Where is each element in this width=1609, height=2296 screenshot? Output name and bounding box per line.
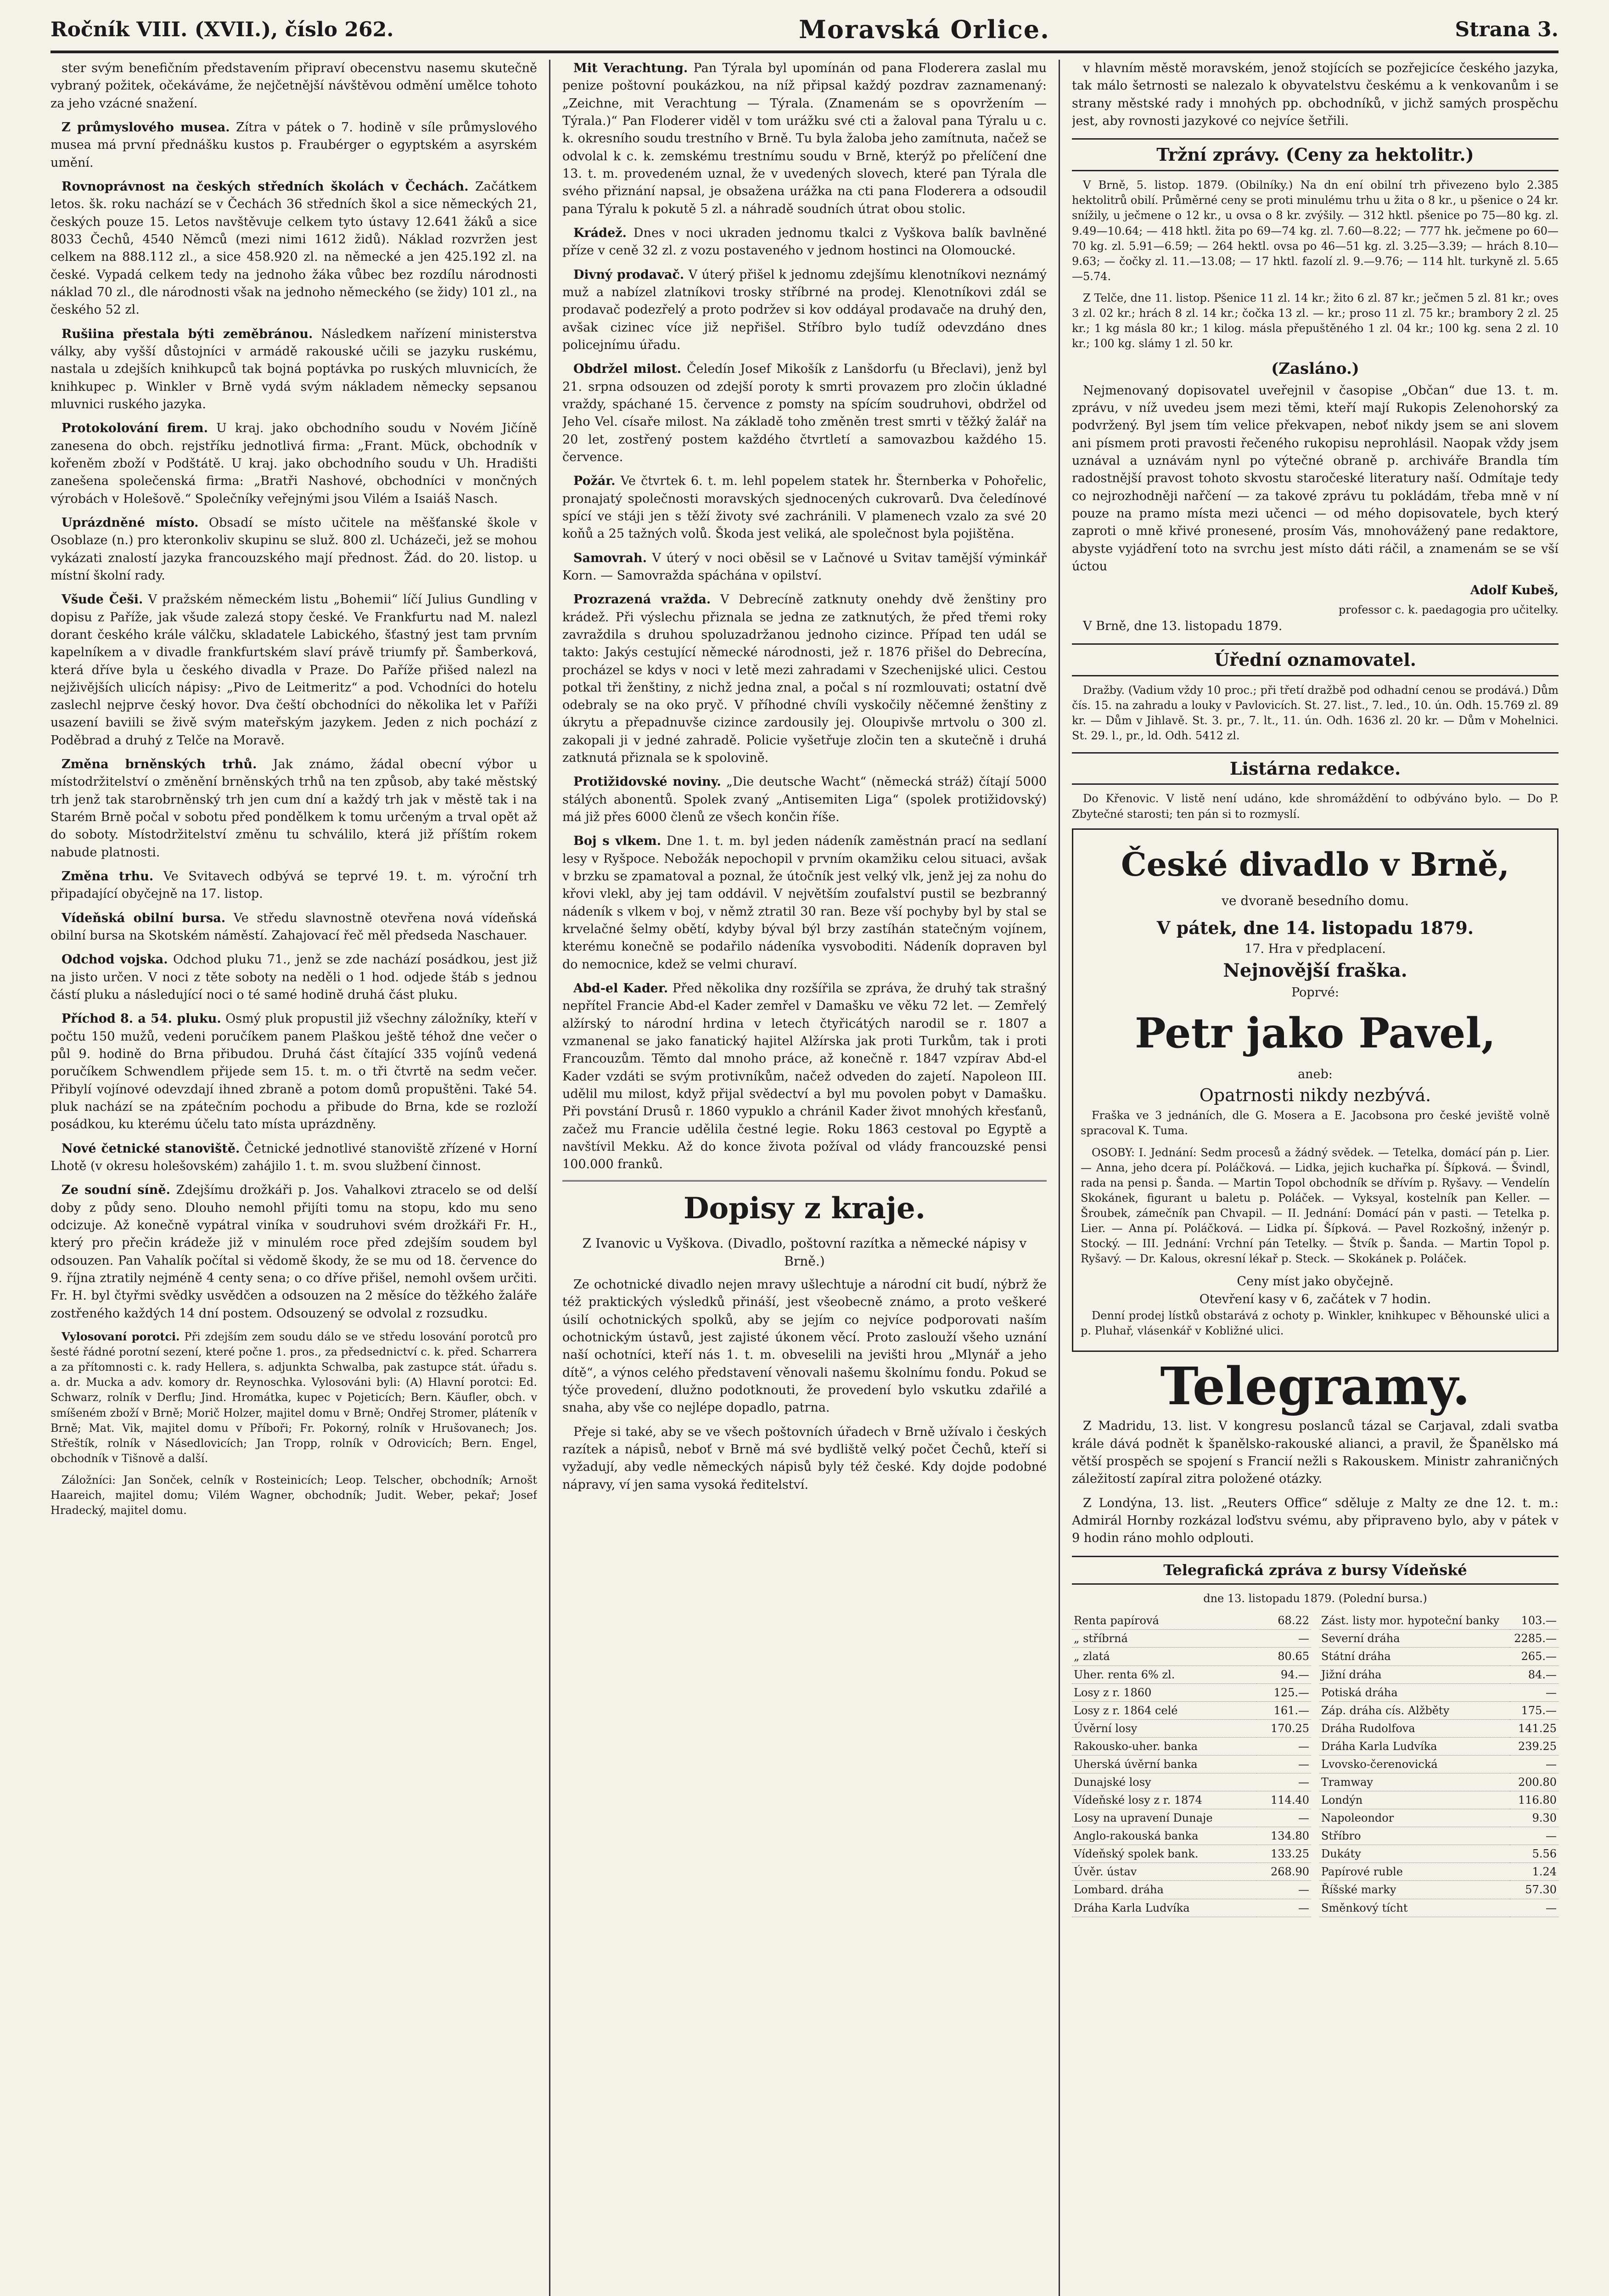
security-name: Státní dráha <box>1319 1648 1510 1666</box>
article-title: Vylosovaní porotci. <box>62 1329 180 1343</box>
security-price: 125.— <box>1256 1683 1311 1701</box>
table-row <box>1072 1719 1311 1737</box>
article: Boj s vlkem. Dne 1. t. m. byl jeden nádeník zaměstnán prací na sedlaní lesy v Ryšpoce. Nebožák nepochopil v prvním okamžiku celou situaci, avšak v brzku se zpamatoval a poznal, že útočník jest velký vlk, jenž jej za nohu do křovi vlekl, aby jej tam oddávil. V největším zoufalství pustil se bezbranný nádeník s vlkem v boj, v němž ztratil 30 ran. Beze vší pochyby byl by stal se krvelačné šelmy obětí, kdyby býval býl brzy zastíhán statečným vojínem, kterému konečně se podařilo nádeníka vysvoboditi. Nádeník dopraven byl do nemocnice, kdež se velmi churaví. <box>562 834 1047 972</box>
article-title: Z průmyslového musea. <box>62 120 230 135</box>
security-name: Losy z r. 1864 celé <box>1072 1701 1256 1719</box>
play-info: Fraška ve 3 jednáních, dle G. Mosera a E. Jacobsona pro české jeviště volně spracoval K. Tuma. <box>1081 1109 1550 1137</box>
security-name: Dukáty <box>1319 1845 1510 1863</box>
article-paragraph: ster svým benefičním představením připraví obecenstvu nasemu skutečně vybraný požitek, očekáváme, že nejčetnější návštěvou odmění umělce tohoto za jeho vzácné snažení. <box>50 61 537 111</box>
article-title: Prozrazená vražda. <box>573 592 711 607</box>
theatre-advertisement <box>1072 828 1559 1352</box>
security-price: — <box>1510 1899 1559 1917</box>
section-heading: Tržní zprávy. (Ceny za hektolitr.) <box>1072 138 1559 171</box>
article-title: Rušiina přestala býti zeměbránou. <box>62 326 313 341</box>
security-price: — <box>1510 1683 1559 1701</box>
security-name: „ stříbrná <box>1072 1630 1256 1648</box>
ad-kind-note: Poprvé: <box>1291 985 1339 1000</box>
table-row <box>1319 1648 1559 1666</box>
security-name: Tramway <box>1319 1773 1510 1791</box>
article-title: Boj s vlkem. <box>573 834 662 849</box>
article: Nové četnické stanoviště. Četnické jednotlivé stanoviště zřízené v Horní Lhotě (v okresu holešovském) zahájilo 1. t. m. svou službení činnost. <box>50 1141 537 1174</box>
security-name: Záp. dráha cís. Alžběty <box>1319 1701 1510 1719</box>
table-row <box>1072 1863 1311 1881</box>
dateline: V Brně, dne 13. listopadu 1879. <box>1083 619 1283 633</box>
security-price: 265.— <box>1510 1648 1559 1666</box>
security-price: 94.— <box>1256 1666 1311 1683</box>
table-row <box>1319 1773 1559 1791</box>
table-row <box>1072 1881 1311 1899</box>
security-name: Zást. listy mor. hypoteční banky <box>1319 1612 1510 1630</box>
table-row <box>1072 1612 1311 1630</box>
article: Krádež. Dnes v noci ukraden jednomu tkalci z Vyškova balík bavlněné příze v ceně 32 zl. z vozu postaveného v jednom hostinci na Olomoucké. <box>562 225 1047 258</box>
security-name: „ zlatá <box>1072 1648 1256 1666</box>
security-price: 170.25 <box>1256 1719 1311 1737</box>
table-row <box>1319 1683 1559 1701</box>
table-row <box>1072 1630 1311 1648</box>
article: Abd-el Kader. Před několika dny rozšířila se zpráva, že druhý tak strašný nepřítel Francie Abd-el Kader zemřel v Damašku ve věku 72 let. — Zemřelý alžírský to národní hrdina v letech čtyřicátých narodil se r. 1807 a vzmanenal se jako fanatický hajitel Alžírska jak proti Turkům, tak i proti Francouzům. Těmto dal mnoho práce, až konečně r. 1847 vzpírav Abd-el Kader vzdáti se svým protivníkům, načež odveden do zajetí. Napoleon III. udělil mu milost, když přijal svědectví a byl mu povolen pobyt v Damašku. Při povstání Drusů r. 1860 vypuklo a chránil Kader život mnohých křesťanů, začež mu Francie udělila čestné legie. Roku 1863 cestoval po Egyptě a navštívil Mekku. Až do konce života požíval od vlády francouzské pensi 100.000 franků. <box>562 981 1047 1172</box>
table-row <box>1319 1612 1559 1630</box>
table-row <box>1072 1773 1311 1791</box>
security-price: 84.— <box>1510 1666 1559 1683</box>
security-price: 9.30 <box>1510 1809 1559 1827</box>
security-price: 268.90 <box>1256 1863 1311 1881</box>
ticket-prices: Ceny míst jako obyčejně. <box>1237 1274 1394 1289</box>
security-name: Londýn <box>1319 1791 1510 1809</box>
security-price: 175.— <box>1510 1701 1559 1719</box>
security-name: Jižní dráha <box>1319 1666 1510 1683</box>
security-price: 134.80 <box>1256 1827 1311 1845</box>
section-divider <box>562 1180 1047 1182</box>
table-row <box>1319 1881 1559 1899</box>
security-price: — <box>1256 1881 1311 1899</box>
security-price: 103.— <box>1510 1612 1559 1630</box>
article-title: Krádež. <box>573 225 627 240</box>
table-row <box>1072 1666 1311 1683</box>
article: Příchod 8. a 54. pluku. Osmý pluk propustil již všechny záložníky, kteří v počtu 150 mužů, vedeni poručíkem panem Plaškou ještě téhož dne večer o půl 9. hodině do Brna přibudou. Druhá část čítající 335 vojínů vedená poručíkem Schwendlem přijede sem 15. t. m. o tři čtvrtě na sedm večer. Přibylí vojínové odevzdají ihned zbraně a potom domů propuštěni. Také 54. pluk nachází se na zpátečním pochodu a přibude do Brna, kde se rozloží posádkou, ku kterému účelu tato místa uprázdněny. <box>50 1012 537 1132</box>
article-paragraph: Ze ochotnické divadlo nejen mravy ušlechtuje a národní cit budí, nýbrž že též praktických výsledků přináší, jest všeobecně známo, a proto veškeré úsilí ochotnických spolků, aby se jejím co nejvíce podporovati naším ochotnickým ústavů, jest zajisté úkonem věcí. Proto zaslouží všeho uznání naší ochotníci, kteří nás 1. t. m. obveselili na jevišti hrou „Mlynář a jeho dítě“, a výnos celého představení věnovali našemu školnímu fondu. Pokud se týče provedení, dlužno podotknouti, že provedení bylo vskutku zdařilé a snaha, aby vše co nejlépe dopadlo, patrna. <box>562 1277 1047 1415</box>
issue-label: Ročník VIII. (XVII.), číslo 262. <box>50 17 394 41</box>
section-heading: Listárna redakce. <box>1072 752 1559 785</box>
security-name: Dráha Rudolfova <box>1319 1719 1510 1737</box>
article-title: Rovnoprávnost na českých středních školách v Čechách. <box>62 179 469 194</box>
article: Ze soudní síně. Zdejšímu drožkáři p. Jos. Vahalkovi ztracelo se od delší doby z půdy seno. Dlouho nemohl přijíti tomu na stopu, kdo mu seno odcizuje. Až konečně vypátral viníka v soudruhovi svém drožkáři Fr. H., který pro přečin krádeže již v minulém roce před zdejším soudem byl odsouzen. Pan Vahalík počítal si vědomě škody, že se mu od 18. července do 9. října ztratily nejméně 4 centy sena; o co dříve přišel, nemohl ovšem určiti. Fr. H. byl čtyřmi svědky usvědčen a odsouzen na 2 měsíce do těžkého žaláře zostřeného každých 14 dní postem. Odsouzený se odvolal z rozsudku. <box>50 1183 537 1321</box>
article: Odchod vojska. Odchod pluku 71., jenž se zde nachází posádkou, jest již na jisto určen. V noci z těte soboty na neděli o 1 hod. odjede štáb s jednou částí pluku a následující noci o té samé hodině druhá část pluku. <box>50 952 537 1002</box>
security-price: 239.25 <box>1510 1737 1559 1755</box>
table-row <box>1319 1845 1559 1863</box>
market-report: Z Telče, dne 11. listop. Pšenice 11 zl. 14 kr.; žito 6 zl. 87 kr.; ječmen 5 zl. 81 kr.; oves 3 zl. 02 kr.; hrách 8 zl. 14 kr.; čočka 13 zl. — kr.; proso 11 zl. 75 kr.; brambory 2 zl. 25 kr.; 1 kg másla 80 kr.; 1 kilog. másla přepuštěného 1 zl. 04 kr.; 100 kg. sena 2 zl. 10 kr.; 100 kg. slámy 1 zl. 50 kr. <box>1072 292 1559 350</box>
article: Mit Verachtung. Pan Týrala byl upomínán od pana Floderera zaslal mu penize poštovní poukázkou, na níž připsal každý pozdrav zaznamenaný: „Zeichne, mit Verachtung — Týrala. (Znamenám se s opovržením — Týrala.)“ Pan Floderer viděl v tom urážku své cti a žaloval pana Týralu u c. k. okresního soudu trestního v Brně. Tu byla žaloba jeho zamítnuta, načež se odvolal k c. k. zemskému trestnímu soudu v Brně, kterýž po přelíčení dne 13. t. m. provedeném uznal, že v uvedených slovech, které pan Týrala dle svého přiznání napsal, je obsažena urážka na cti pana Floderera a odsoudil pana Týralu k pokutě 5 zl. a náhradě soudních útrat obou stolic. <box>562 61 1047 216</box>
article-title: Změna trhu. <box>62 869 154 884</box>
article-paragraph: Nejmenovaný dopisovatel uveřejnil v časopise „Občan“ due 13. t. m. zprávu, v níž uvedeu jsem mezi těmi, kteří mají Rukopis Zelenohorský za podvržený. Byl jsem tím velice překvapen, neboť nikdy jsem se ani slovem ani písmem proti pravosti řečeného rukopisu neprohlásil. Naopak vždy jsem uznával a uznávám nynl po výtečné obraně p. archiváře Brandla tím radostnější pravost tohoto skvostu staročeské literatury naší. Odmítaje tedy co nejrozhodněji nařčení — za takové zprávu tu pokládám, třeba mně v ní pouze na pramo místa mezi učenci — od mého dopisovatele, bych který zaproti o mně křivé pronesené, prosím Vás, mnohovážený pane redaktore, abyste vyjádření toto na svrchu jest místo dáti ráčil, a znamenám se se vší úctou <box>1072 383 1559 574</box>
stock-table-right <box>1319 1612 1559 1917</box>
security-name: Anglo-rakouská banka <box>1072 1827 1256 1845</box>
ad-date: V pátek, dne 14. listopadu 1879. <box>1156 917 1474 938</box>
security-name: Stříbro <box>1319 1827 1510 1845</box>
security-price: — <box>1510 1827 1559 1845</box>
security-name: Renta papírová <box>1072 1612 1256 1630</box>
article-title: Divný prodavač. <box>573 267 684 282</box>
article-title: Uprázdněné místo. <box>62 515 199 530</box>
security-price: 114.40 <box>1256 1791 1311 1809</box>
article-title: Abd-el Kader. <box>573 981 668 996</box>
article-title: Všude Češi. <box>62 592 143 607</box>
notice: Dražby. (Vadium vždy 10 proc.; při třetí dražbě pod odhadní cenou se prodává.) Dům čís. 15. na zahradu a louky v Pavlovicích. St. 27. list., 7. led., 10. ún. Odh. 15.769 zl. 89 kr. — Dům v Jihlavě. St. 3. pr., 7. lt., 11. ún. Odh. 1636 zl. 20 kr. — Dům v Mohelnici. St. 29. l., pr., ld. Odh. 5412 zl. <box>1072 684 1559 743</box>
article: Uprázdněné místo. Obsadí se místo učitele na měšťanské škole v Osoblaze (n.) pro kteronkoliv skupinu se služ. 800 zl. Ucházeči, jež se mohou vykázati znalostí jazyka francouzského mají přednost. Žád. do 20. listop. u místní školní rady. <box>50 515 537 583</box>
table-row <box>1319 1719 1559 1737</box>
table-row <box>1072 1683 1311 1701</box>
newspaper-title: Moravská Orlice. <box>799 15 1050 44</box>
security-price: 57.30 <box>1510 1881 1559 1899</box>
table-row <box>1072 1809 1311 1827</box>
article-title: Ze soudní síně. <box>62 1183 171 1198</box>
section-subheading: dne 13. listopadu 1879. (Polední bursa.) <box>1203 1592 1427 1605</box>
ad-line: 17. Hra v předplacení. <box>1245 941 1386 956</box>
article: Všude Češi. V pražském německém listu „Bohemii“ líčí Julius Gundling v dopisu z Paříže, jak všude zalezá stopy české. Ve Frankfurtu nad M. nalezl dorant českého krále válčku, skladatele Labického, šťastný jest tam prvním kapelníkem a v divadle frankfurtském slaví právě triumfy př. Šamberková, která dříve byla u českého divadla v Praze. Do Paříže přišed nalezl na nejživějších ulicích nápisy: „Pivo de Leitmeritz“ a pod. Vchodníci do hotelu zaslechl nejprve český hovor. Dva čeští obchodníci do několika let v Paříži usazení baviili se živě svým mateřským jazykem. Jeden z nich pochází z Poděbrad a druhý z Telče na Moravě. <box>50 592 537 748</box>
article: Rovnoprávnost na českých středních školách v Čechách. Začátkem letos. šk. roku nachází se v Čechách 36 středních škol a sice německých 21, českých pouze 15. Letos navštěvuje celkem tyto ústavy 12.641 žáků a sice 8033 Čechů, 4540 Němců (mezi nimi 1612 židů). Náklad rozvržen jest celkem na 888.112 zl., a sice 458.920 zl. na německé a jen 425.192 zl. na české. Vypadá celkem tedy na jednoho žáka vůbec bez rozdílu národnosti náklad 70 zl., dle národnosti však na jednoho německého (se židy) 101 zl., na českého 52 zl. <box>50 179 537 317</box>
security-price: 80.65 <box>1256 1648 1311 1666</box>
article: Samovrah. V úterý v noci oběsil se v Lačnové u Svitav tamější výminkář Korn. — Samovražda spáchána v opilství. <box>562 551 1047 583</box>
column-divider <box>1059 60 1060 2296</box>
security-name: Rakousko-uher. banka <box>1072 1737 1256 1755</box>
stock-tables <box>1072 1612 1559 1917</box>
security-price: 5.56 <box>1510 1845 1559 1863</box>
article-title: Samovrah. <box>573 551 647 565</box>
security-name: Uher. renta 6% zl. <box>1072 1666 1256 1683</box>
article: Změna trhu. Ve Svitavech odbývá se teprvé 19. t. m. výroční trh připadající obyčejně na 17. listop. <box>50 869 537 901</box>
article: Divný prodavač. V úterý přišel k jednomu zdejšímu klenotníkovi neznámý muž a nabízel zlatníkovi trosky stříbrné na prodej. Klenotníkovi zdál se prodavač podezřelý a proto podržev si kov oddáyal prodavače na druhý den, avšak cizinec více již nepřišel. Stříbro bylo tudíž odevzdáno dnes policejnímu úřadu. <box>562 267 1047 352</box>
security-price: 116.80 <box>1510 1791 1559 1809</box>
column-1 <box>50 60 537 2296</box>
article: Z průmyslového musea. Zítra v pátek o 7. hodině v síle průmyslového musea má první přednášku kustos p. Fraubérger o egyptském a asyrském umění. <box>50 120 537 170</box>
table-row <box>1319 1737 1559 1755</box>
security-name: Dráha Karla Ludvíka <box>1319 1737 1510 1755</box>
security-price: 2285.— <box>1510 1630 1559 1648</box>
security-name: Úvěr. ústav <box>1072 1863 1256 1881</box>
security-name: Losy na upravení Dunaje <box>1072 1809 1256 1827</box>
article-title: Vídeňská obilní bursa. <box>62 911 226 925</box>
security-name: Papírové ruble <box>1319 1863 1510 1881</box>
article-title: Změna brněnských trhů. <box>62 757 257 772</box>
table-row <box>1072 1845 1311 1863</box>
play-cast: OSOBY: I. Jednání: Sedm procesů a žádný svědek. — Tetelka, domácí pán p. Lier. — Anna, jeho dcera pí. Poláčková. — Lidka, jejich kuchařka pí. Šípková. — Švindl, rada na pensi p. Šanda. — Martin Topol obchodník se dřívím p. Ryšavy. — Vendelín Skokánek, figurant u baletu p. Poláček. — Vyksyal, kostelník pan Keller. — Šroubek, zámečník pan Chvapil. — II. Jednání: Domácí pán v pasti. — Tetelka p. Lier. — Anna pí. Poláčková. — Lidka pí. Šípková. — Pavel Rozkošný, inženýr p. Stocký. — III. Jednání: Vrchní pán Tetelky. — Štvík p. Šanda. — Martin Topol p. Ryšavý. — Dr. Kalous, okresní lékař p. Steck. — Skokánek p. Poláček. <box>1081 1146 1550 1266</box>
article-paragraph: v hlavním městě moravském, jenož stojících se pozřejicíce českého jazyka, tak málo šetrnosti se nalezalo k obyvatelstvu českému a k venkovanům i se strany městské rady i mnohých pp. obchodníků, v jichž samých prospěchu jest, aby rovnosti jazykové co nejvíce šetřili. <box>1072 61 1559 128</box>
article-title: Příchod 8. a 54. pluku. <box>62 1012 221 1026</box>
signature-title: professor c. k. paedagogia pro učitelky. <box>1339 603 1559 616</box>
play-subtitle: Opatrnosti nikdy nezbývá. <box>1199 1085 1431 1106</box>
article-paragraph: Přeje si také, aby se ve všech poštovních úřadech v Brně užívalo i českých razítek a nápisů, neboť v Brně má své bydliště velký počet Čechů, kteří si vyžadují, aby vedle německých nápisů byly též české. Kdy dojde podobné nápravy, ví jen sama vysoká ředitelství. <box>562 1424 1047 1492</box>
play-title: Petr jako Pavel, <box>1134 1009 1496 1058</box>
table-row <box>1319 1701 1559 1719</box>
table-row <box>1072 1827 1311 1845</box>
signature-name: Adolf Kubeš, <box>1470 583 1559 598</box>
table-row <box>1072 1737 1311 1755</box>
security-price: 141.25 <box>1510 1719 1559 1737</box>
security-price: 161.— <box>1256 1701 1311 1719</box>
article: Rušiina přestala býti zeměbránou. Následkem nařízení ministerstva války, aby vyšší důstojníci v armádě rakouské učili se jazyku ruskému, nastala u zdejších knihkupců tak bojná poptávka po ruských mluvnicích, že knihkupec p. Winkler v Brně vydá svým nákladem německy sepsanou mluvnici ruského jazyka. <box>50 326 537 411</box>
article: Obdržel milost. Čeledín Josef Mikošík z Lanšdorfu (u Břeclavi), jenž byl 21. srpna odsouzen od zdejší poroty k smrti provazem pro zločin úkladné vraždy, spáchané 15. července z pomsty na spícím soudruhovi, obdržel od Jeho Vel. císaře milost. Na základě toho změněn trest smrti v těžký žalář na 20 let, zostřený postem každého čtvrtletí a samovazbou každého 15. července. <box>562 362 1047 464</box>
table-row <box>1319 1809 1559 1827</box>
table-row <box>1319 1755 1559 1773</box>
table-row <box>1319 1899 1559 1917</box>
security-name: Lvovsko-čerenovická <box>1319 1755 1510 1773</box>
security-price: 1.24 <box>1510 1863 1559 1881</box>
security-name: Losy z r. 1860 <box>1072 1683 1256 1701</box>
security-name: Úvěrní losy <box>1072 1719 1256 1737</box>
table-row <box>1319 1666 1559 1683</box>
column-2 <box>562 60 1047 2296</box>
telegram: Z Madridu, 13. list. V kongresu poslanců tázal se Carjaval, zdali svatba krále dává podnět k španělsko-rakouské alianci, a pravil, že Španělsko má větší prospěch se spojení s Francií nežli s Rakouskem. Ministr zahraničných záležitostí zapíral zitra položené otázky. <box>1072 1419 1559 1486</box>
security-name: Dráha Karla Ludvíka <box>1072 1899 1256 1917</box>
security-price: — <box>1256 1809 1311 1827</box>
column-divider <box>549 60 550 2296</box>
security-price: — <box>1256 1737 1311 1755</box>
security-price: 68.22 <box>1256 1612 1311 1630</box>
article: Změna brněnských trhů. Jak známo, žádal obecní výbor u místodržitelství o změnění brněnských trhů na ten způsob, aby také městský trh jenž tak starobrněnský trh jen cum dní a každý trh jak v městě tak i na Starém Brně počal v sobotu před pondělkem k tomu určeným a trval opět až do soboty. Místodržitelství změnu tu schválilo, která již příštím rokem nabude platnosti. <box>50 757 537 860</box>
article-title: Odchod vojska. <box>62 952 168 967</box>
table-row <box>1319 1791 1559 1809</box>
table-row <box>1319 1630 1559 1648</box>
box-office: Otevření kasy v 6, začátek v 7 hodin. <box>1199 1292 1431 1306</box>
security-price: — <box>1510 1755 1559 1773</box>
article-title: Požár. <box>573 474 616 489</box>
security-name: Lombard. dráha <box>1072 1881 1256 1899</box>
play-aneb: aneb: <box>1298 1067 1333 1082</box>
security-price: — <box>1256 1899 1311 1917</box>
security-name: Říšské marky <box>1319 1881 1510 1899</box>
notice: Do Křenovic. V listě není udáno, kde shromáždění to odbýváno bylo. — Do P. Zbytečné starosti; ten pán si to rozmyslí. <box>1072 792 1559 821</box>
table-row <box>1319 1863 1559 1881</box>
security-name: Dunajské losy <box>1072 1773 1256 1791</box>
article: Protokolování firem. U kraj. jako obchodního soudu v Novém Jičíně zanesena do obch. rejstříku jednotlivá firma: „Frant. Mück, obchodník v kořeněm zboží v Podštátě. U kraj. jako obchodního soudu v Uh. Hradišti zanešena společenská firma: „Bratři Nashové, obchodníci v mončných výrobách v Holešově.“ Společníky veřejnými jsou Vilém a Isaiáš Nasch. <box>50 421 537 506</box>
article: Vylosovaní porotci. Při zdejším zem soudu dálo se ve středu losování porotců pro šesté řádné porotní sezení, které počne 1. pros., za předsednictví c. k. před. Scharrera a za přítomnosti c. k. rady Hellera, s. adjunkta Schwalba, pak zastupce stát. úřadu s. a. dr. Muckа a adv. komory dr. Reynoschka. Vylosováni byli: (A) Hlavní porotci: Ed. Schwarz, rolník v Derflu; Jind. Hromátka, kupec v Pojeticích; Bern. Käufler, obch. v smíšeném zboží v Brně; Morič Holzer, majitel domu v Brně; Ondřej Stromer, pláteník v Brně; Mat. Vik, majitel domu v Příboři; Fr. Pokorný, rolník v Hrušovanech; Jos. Střeštík, rolník v Násedlovicích; Jan Tropp, rolník v Odrovicích; Bern. Engel, obchodník v Tišnově a další. <box>50 1329 537 1465</box>
security-name: Směnkový tícht <box>1319 1899 1510 1917</box>
article-title: Mit Verachtung. <box>573 61 688 75</box>
section-subheading: Z Ivanovic u Vyškova. (Divadlo, poštovní razítka a německé nápisy v Brně.) <box>582 1235 1027 1269</box>
security-price: — <box>1256 1630 1311 1648</box>
security-name: Vídeňské losy z r. 1874 <box>1072 1791 1256 1809</box>
article-title: Nové četnické stanoviště. <box>62 1141 240 1156</box>
section-heading: Telegramy. <box>1160 1356 1470 1417</box>
telegram: Z Londýna, 13. list. „Reuters Office“ sděluje z Malty ze dne 12. t. m.: Admirál Hornby rozkázal loďstvu svému, aby připraveno bylo, aby v pátek v 9 hodin ráno mohlo odplouti. <box>1072 1496 1559 1546</box>
article: Požár. Ve čtvrtek 6. t. m. lehl popelem statek hr. Šternberka v Pohořelic, pronajatý společnosti moravských sjednocených cukrovarů. Dva čeledínové spící ve stáji jen s těží životy své zachránili. V plamenech vzalo za své 20 koňů a 25 tažných volů. Škoda jest veliká, ale společnost byla pojištěna. <box>562 474 1047 541</box>
market-report: V Brně, 5. listop. 1879. (Obilníky.) Na dn ení obilní trh přivezeno bylo 2.385 hektolitrů obilí. Průměrné ceny se proti minulému trhu u žita o 8 kr., u pšenice o 24 kr. snížily, u ječmene o 12 kr., u ovsa o 8 kr. zvýšily. — 312 hktl. pšenice po 75—80 kg. zl. 9.49—10.64; — 418 hktl. žita po 69—74 kg. zl. 7.60—8.22; — 777 hk. ječmene po 60—70 kg. zl. 5.91—6.59; — 264 hektl. ovsa po 46—51 kg. zl. 3.25—3.39; — hrách 8.10—9.63; — čočky zl. 11.—13.08; — 17 hktl. fazolí zl. 9.—9.76; — 114 hlt. turkyně zl. 5.65—5.74. <box>1072 179 1559 283</box>
table-row <box>1072 1755 1311 1773</box>
table-row <box>1072 1899 1311 1917</box>
stock-table-left <box>1072 1612 1311 1917</box>
ad-kind: Nejnovější fraška. <box>1223 960 1407 982</box>
article: Prozrazená vražda. V Debrecíně zatknuty onehdy dvě ženštiny pro krádež. Při výslechu přiznala se jedna ze zatknutých, že před třemi roky zavraždila s druhou spoluzadržanou jednoho cizince. Případ ten udál se takto: Jakýs cestující německé národnosti, jež r. 1876 přišel do Debrecína, procházel se kdys v noci v letě mezi zahradami v Szechenijské ulici. Cestou potkal tři ženštiny, z nichž jedna znal, a počal s ní rozmlouvati; ostatní dvě odebraly se na oko pryč. V příhodné chvíli vyskočily něčemné ženštiny z úkrytu a přepadnuvše cizince zardousily jej. Oloupivše mrtvolu o 300 zl. zakopali ji v jedné zahradě. Policie vyšetřuje zločin ten a skutečně i druhá zatknutá přiznala se k spolovině. <box>562 592 1047 765</box>
column-3 <box>1072 60 1559 2296</box>
security-name: Vídeňský spolek bank. <box>1072 1845 1256 1863</box>
article-title: Obdržel milost. <box>573 362 682 377</box>
table-row <box>1319 1827 1559 1845</box>
security-name: Napoleondor <box>1319 1809 1510 1827</box>
security-name: Severní dráha <box>1319 1630 1510 1648</box>
article-paragraph: Záložníci: Jan Sonček, celník v Rosteinicích; Leop. Telscher, obchodník; Arnošt Haareich, majitel domu; Vilém Wagner, obchodník; Judit. Weber, pekař; Josef Hradecký, majitel domu. <box>50 1473 537 1517</box>
security-price: — <box>1256 1755 1311 1773</box>
article: Protižidovské noviny. „Die deutsche Wacht“ (německá stráž) čítají 5000 stálých abonentů. Spolek zvaný „Antisemiten Liga“ (spolek protižidovský) má již přes 6000 členů ze všech končin říše. <box>562 775 1047 825</box>
page-number: Strana 3. <box>1455 17 1559 41</box>
section-heading: Úřední oznamovatel. <box>1072 643 1559 676</box>
security-price: 133.25 <box>1256 1845 1311 1863</box>
ad-title: České divadlo v Brně, <box>1121 845 1510 884</box>
article: Vídeňská obilní bursa. Ve středu slavnostně otevřena nová vídeňská obilní bursa na Skotském náměstí. Zahajovací řeč měl předseda Naschauer. <box>50 911 537 943</box>
section-heading: Telegrafická zpráva z bursy Vídeňské <box>1072 1556 1559 1585</box>
ad-subtitle: ve dvoraně besedního domu. <box>1222 893 1409 909</box>
page-header <box>50 8 1559 53</box>
section-heading: Dopisy z kraje. <box>683 1191 926 1226</box>
ticket-sales: Denní prodej lístků obstarává z ochoty p. Winkler, knihkupec v Běhounské ulici a p. Pluhař, vlásenkář v Kobližné ulici. <box>1081 1309 1550 1338</box>
security-name: Uherská úvěrní banka <box>1072 1755 1256 1773</box>
table-row <box>1072 1648 1311 1666</box>
security-price: 200.80 <box>1510 1773 1559 1791</box>
section-heading: (Zasláno.) <box>1271 360 1359 378</box>
article-title: Protižidovské noviny. <box>573 775 721 789</box>
security-price: — <box>1256 1773 1311 1791</box>
security-name: Potiská dráha <box>1319 1683 1510 1701</box>
table-row <box>1072 1791 1311 1809</box>
table-row <box>1072 1701 1311 1719</box>
article-title: Protokolování firem. <box>62 421 208 436</box>
